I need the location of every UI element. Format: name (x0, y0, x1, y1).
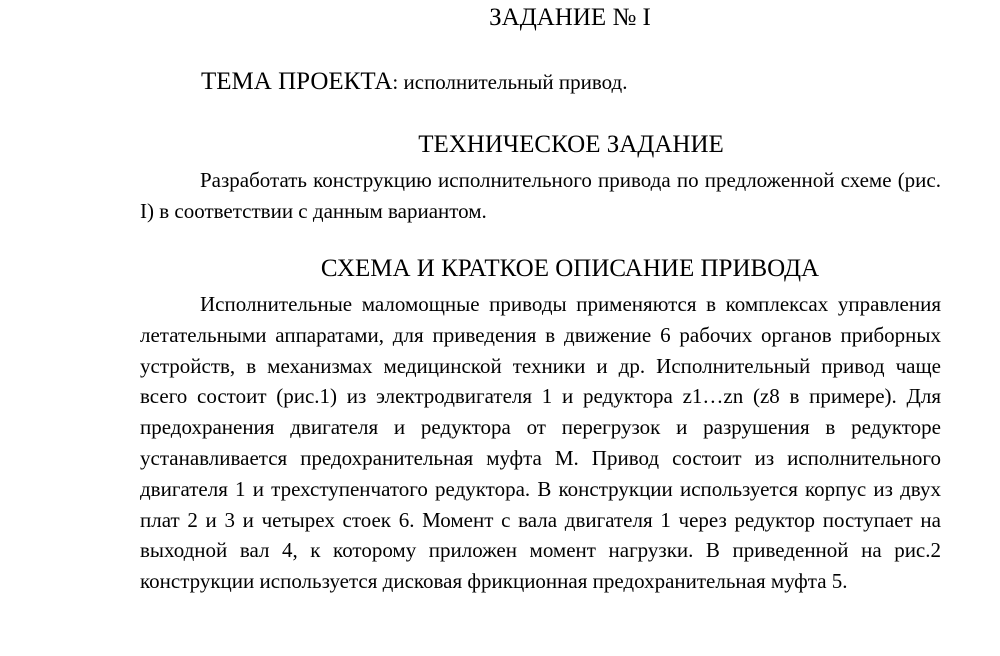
assignment-heading: ЗАДАНИЕ № I (489, 4, 651, 31)
tech-task-paragraph: Разработать конструкцию исполнительного привода по предложенной схеме (рис. I) в соответствии с данным вариантом. (140, 168, 941, 223)
tech-task-title: ТЕХНИЧЕСКОЕ ЗАДАНИЕ (418, 131, 724, 158)
topic-label: ТЕМА ПРОЕКТА (201, 68, 393, 95)
scheme-description-paragraph: Исполнительные маломощные приводы применяются в комплексах управления летательными аппаратами, для приведения в движение 6 рабочих органов приборных устройств, в механизмах медицинской техники и др. Исполнительный привод чаще всего состоит (рис.1) из электродвигателя 1 и редуктора z1…zn (z8 в примере). Для предохранения двигателя и редуктора от перегрузок и разрушения в редукторе устанавливается предохранительная муфта М. Привод состоит из исполнительного двигателя 1 и трехступенчатого редуктора. В конструкции используется корпус из двух плат 2 и 3 и четырех стоек 6. Момент с вала двигателя 1 через редуктор поступает на выходной вал 4, к которому приложен момент нагрузки. В приведенной на рис.2 конструкции используется дисковая фрикционная предохранительная муфта 5. (140, 292, 941, 594)
topic-value: : исполнительный привод. (392, 70, 628, 94)
scheme-title: СХЕМА И КРАТКОЕ ОПИСАНИЕ ПРИВОДА (320, 255, 820, 282)
project-topic (201, 68, 627, 96)
